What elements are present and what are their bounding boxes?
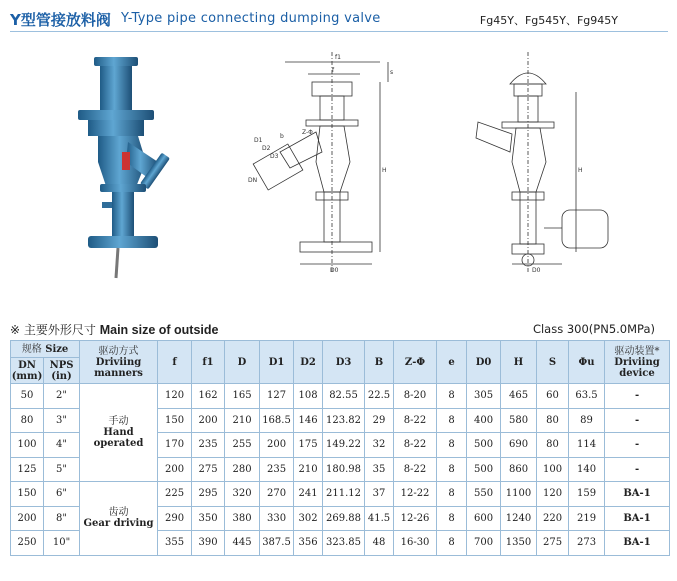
header-driving-device xyxy=(605,341,670,384)
cell-value: 200 xyxy=(260,433,294,458)
header-col: f1 xyxy=(192,341,225,384)
header-nps-unit: (in) xyxy=(51,370,72,382)
cell-nps: 6" xyxy=(44,482,80,507)
cell-value: 180.98 xyxy=(323,457,365,482)
label-d1: D1 xyxy=(254,137,263,144)
cell-value: 400 xyxy=(467,408,501,433)
cell-value: 390 xyxy=(192,531,225,556)
pressure-class: Class 300(PN5.0MPa) xyxy=(532,322,655,336)
header-driving-manners xyxy=(80,341,158,384)
cell-value: 356 xyxy=(294,531,323,556)
label-h: H xyxy=(578,167,583,174)
header-col: D1 xyxy=(260,341,294,384)
cell-driving-device: BA-1 xyxy=(605,531,670,556)
cell-value: 168.5 xyxy=(260,408,294,433)
cell-value: 550 xyxy=(467,482,501,507)
table-row xyxy=(11,482,670,507)
cell-value: 241 xyxy=(294,482,323,507)
cell-driving-device: - xyxy=(605,408,670,433)
cell-value: 150 xyxy=(158,408,192,433)
cell-driving-device: - xyxy=(605,384,670,409)
label-d3: D3 xyxy=(270,153,279,160)
main-size-table xyxy=(10,340,670,556)
cell-value: 270 xyxy=(260,482,294,507)
cell-value: 175 xyxy=(294,433,323,458)
table-body xyxy=(11,384,670,556)
cell-value: 210 xyxy=(225,408,260,433)
cell-value: 22.5 xyxy=(365,384,394,409)
cell-value: 8 xyxy=(437,506,467,531)
cell-value: 290 xyxy=(158,506,192,531)
label-s: s xyxy=(390,69,394,76)
cell-value: 149.22 xyxy=(323,433,365,458)
header-driving-device-en: Driviing device xyxy=(614,356,660,379)
cell-value: 1240 xyxy=(501,506,537,531)
cell-value: 82.55 xyxy=(323,384,365,409)
cell-value: 700 xyxy=(467,531,501,556)
cell-value: 600 xyxy=(467,506,501,531)
label-d0: D0 xyxy=(330,267,339,274)
cell-value: 8 xyxy=(437,408,467,433)
cell-value: 140 xyxy=(569,457,605,482)
cell-value: 8 xyxy=(437,482,467,507)
driving-manner-cn: 齿动 xyxy=(108,507,129,519)
header-size xyxy=(11,341,80,358)
cell-value: 32 xyxy=(365,433,394,458)
header-nps-label: NPS xyxy=(49,359,74,371)
cell-value: 323.85 xyxy=(323,531,365,556)
cell-driving-device: - xyxy=(605,457,670,482)
label-z-phi: Z-Φ xyxy=(302,129,313,136)
cell-value: 80 xyxy=(537,408,569,433)
cell-value: 165 xyxy=(225,384,260,409)
model-numbers: Fg45Y、Fg545Y、Fg945Y xyxy=(479,14,618,27)
label-f: f xyxy=(332,67,335,74)
header-dn xyxy=(11,358,44,384)
cell-value: 302 xyxy=(294,506,323,531)
cell-value: 210 xyxy=(294,457,323,482)
title-english: Y-Type pipe connecting dumping valve xyxy=(121,11,381,26)
cell-dn: 80 xyxy=(11,408,44,433)
cell-value: 12-22 xyxy=(394,482,437,507)
cell-value: 1350 xyxy=(501,531,537,556)
cell-value: 273 xyxy=(569,531,605,556)
drawing-hand-operated xyxy=(240,42,400,282)
cell-dn: 200 xyxy=(11,506,44,531)
cell-value: 860 xyxy=(501,457,537,482)
section-title xyxy=(10,321,218,338)
header-col: D2 xyxy=(294,341,323,384)
cell-value: 225 xyxy=(158,482,192,507)
header-size-en: Size xyxy=(45,343,69,355)
cell-value: 108 xyxy=(294,384,323,409)
cell-value: 350 xyxy=(192,506,225,531)
cell-value: 330 xyxy=(260,506,294,531)
cell-value: 690 xyxy=(501,433,537,458)
cell-driving-device: - xyxy=(605,433,670,458)
cell-value: 500 xyxy=(467,433,501,458)
label-b: b xyxy=(280,133,284,140)
cell-value: 8-22 xyxy=(394,457,437,482)
cell-value: 48 xyxy=(365,531,394,556)
cell-value: 8-22 xyxy=(394,408,437,433)
header-driving-manners-cn: 驱动方式 xyxy=(98,345,139,357)
cell-dn: 150 xyxy=(11,482,44,507)
cell-value: 500 xyxy=(467,457,501,482)
cell-value: 8-22 xyxy=(394,433,437,458)
header-driving-device-cn: 驱动装置* xyxy=(614,345,660,357)
cell-dn: 50 xyxy=(11,384,44,409)
driving-manner-en: Hand operated xyxy=(93,427,144,449)
cell-value: 380 xyxy=(225,506,260,531)
table-row xyxy=(11,384,670,409)
cell-value: 275 xyxy=(537,531,569,556)
header-dn-label: DN xyxy=(18,359,36,371)
cell-value: 255 xyxy=(225,433,260,458)
section-title-chinese: ※ 主要外形尺寸 xyxy=(10,323,96,337)
cell-value: 100 xyxy=(537,457,569,482)
cell-value: 8 xyxy=(437,384,467,409)
cell-value: 445 xyxy=(225,531,260,556)
valve-photo xyxy=(68,42,178,282)
header-col: B xyxy=(365,341,394,384)
cell-value: 320 xyxy=(225,482,260,507)
cell-value: 8 xyxy=(437,531,467,556)
cell-nps: 8" xyxy=(44,506,80,531)
valve-photo-illustration xyxy=(68,42,178,282)
cell-value: 235 xyxy=(192,433,225,458)
cell-value: 123.82 xyxy=(323,408,365,433)
header-col: Φu xyxy=(569,341,605,384)
cell-value: 8 xyxy=(437,457,467,482)
cell-value: 63.5 xyxy=(569,384,605,409)
cell-value: 16-30 xyxy=(394,531,437,556)
header-nps xyxy=(44,358,80,384)
cell-driving-manner xyxy=(80,482,158,556)
cell-value: 159 xyxy=(569,482,605,507)
cell-dn: 100 xyxy=(11,433,44,458)
cell-value: 275 xyxy=(192,457,225,482)
header-dn-unit: (mm) xyxy=(11,370,43,382)
cell-dn: 125 xyxy=(11,457,44,482)
cell-value: 162 xyxy=(192,384,225,409)
cell-value: 60 xyxy=(537,384,569,409)
cell-value: 200 xyxy=(158,457,192,482)
cell-value: 37 xyxy=(365,482,394,507)
cell-value: 41.5 xyxy=(365,506,394,531)
cell-value: 219 xyxy=(569,506,605,531)
cell-nps: 4" xyxy=(44,433,80,458)
drawing-hand-operated-lines xyxy=(240,42,400,282)
header-col: D3 xyxy=(323,341,365,384)
header-col: D xyxy=(225,341,260,384)
label-h: H xyxy=(382,167,387,174)
cell-value: 305 xyxy=(467,384,501,409)
cell-nps: 10" xyxy=(44,531,80,556)
cell-value: 200 xyxy=(192,408,225,433)
cell-value: 235 xyxy=(260,457,294,482)
section-title-english: Main size of outside xyxy=(99,323,219,337)
cell-value: 269.88 xyxy=(323,506,365,531)
header-col: H xyxy=(501,341,537,384)
cell-value: 170 xyxy=(158,433,192,458)
drawing-gear-driving xyxy=(466,42,626,282)
header-size-cn: 规格 xyxy=(21,343,42,355)
label-d0: D0 xyxy=(532,267,541,274)
page-header xyxy=(10,9,670,29)
cell-value: 211.12 xyxy=(323,482,365,507)
driving-manner-en: Gear driving xyxy=(83,518,154,530)
cell-value: 80 xyxy=(537,433,569,458)
cell-value: 29 xyxy=(365,408,394,433)
cell-driving-manner xyxy=(80,384,158,482)
cell-dn: 250 xyxy=(11,531,44,556)
cell-nps: 5" xyxy=(44,457,80,482)
cell-value: 465 xyxy=(501,384,537,409)
cell-value: 8 xyxy=(437,433,467,458)
cell-nps: 2" xyxy=(44,384,80,409)
label-f1: f1 xyxy=(335,54,341,61)
cell-value: 387.5 xyxy=(260,531,294,556)
cell-driving-device: BA-1 xyxy=(605,506,670,531)
title-chinese: Y型管接放料阀 xyxy=(10,11,111,29)
cell-value: 12-26 xyxy=(394,506,437,531)
label-d2: D2 xyxy=(262,145,271,152)
header-driving-manners-en: Driviing manners xyxy=(94,356,143,379)
cell-value: 89 xyxy=(569,408,605,433)
header-col: S xyxy=(537,341,569,384)
header-divider xyxy=(10,31,668,32)
cell-value: 580 xyxy=(501,408,537,433)
cell-value: 35 xyxy=(365,457,394,482)
cell-value: 280 xyxy=(225,457,260,482)
header-col: Z-Φ xyxy=(394,341,437,384)
cell-value: 127 xyxy=(260,384,294,409)
cell-value: 8-20 xyxy=(394,384,437,409)
cell-value: 120 xyxy=(158,384,192,409)
cell-value: 355 xyxy=(158,531,192,556)
header-col: f xyxy=(158,341,192,384)
drawing-gear-driving-lines xyxy=(466,42,626,282)
cell-nps: 3" xyxy=(44,408,80,433)
driving-manner-cn: 手动 xyxy=(108,416,129,427)
cell-value: 220 xyxy=(537,506,569,531)
cell-driving-device: BA-1 xyxy=(605,482,670,507)
cell-value: 295 xyxy=(192,482,225,507)
cell-value: 120 xyxy=(537,482,569,507)
label-dn: DN xyxy=(248,177,258,184)
cell-value: 1100 xyxy=(501,482,537,507)
header-col: D0 xyxy=(467,341,501,384)
cell-value: 114 xyxy=(569,433,605,458)
cell-value: 146 xyxy=(294,408,323,433)
header-col: e xyxy=(437,341,467,384)
